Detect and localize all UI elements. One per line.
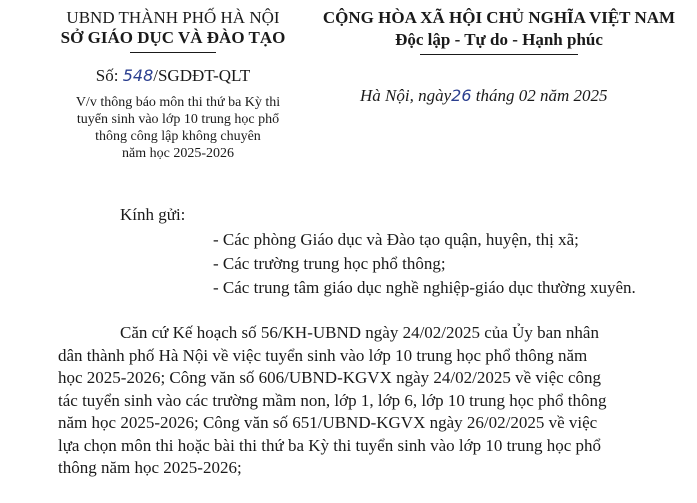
body-paragraph <box>58 322 680 480</box>
document-number-prefix: Số: <box>95 66 123 85</box>
body-line: năm học 2025-2026; Công văn số 651/UBND-KGVX ngày 26/02/2025 về việc <box>58 413 598 432</box>
organization-underline <box>130 52 216 53</box>
recipient-item: - Các trung tâm giáo dục nghề nghiệp-giáo dục thường xuyên. <box>213 278 636 297</box>
body-line: dân thành phố Hà Nội về việc tuyển sinh vào lớp 10 trung học phổ thông năm <box>58 345 588 365</box>
date-prefix: Hà Nội, ngày <box>360 86 452 105</box>
document-number-handwritten: 548 <box>122 66 154 85</box>
body-line: tác tuyển sinh vào các trường mầm non, lớp 1, lớp 6, lớp 10 trung học phổ thông <box>58 390 607 410</box>
recipient-list <box>213 228 636 300</box>
date-day-handwritten: 26 <box>451 86 472 105</box>
subject-line: năm học 2025-2026 <box>122 146 234 161</box>
document-number <box>60 66 286 86</box>
body-line: lựa chọn môn thi hoặc bài thi thứ ba Kỳ thi tuyển sinh vào lớp 10 trung học phổ <box>58 435 602 455</box>
issuing-organization: SỞ GIÁO DỤC VÀ ĐÀO TẠO <box>60 28 286 47</box>
date-suffix: tháng 02 năm 2025 <box>471 86 608 105</box>
body-line: học 2025-2026; Công văn số 606/UBND-KGVX ngày 24/02/2025 về việc công <box>58 368 601 387</box>
recipient-item: - Các phòng Giáo dục và Đào tạo quận, huyện, thị xã; <box>213 230 579 249</box>
parent-organization: UBND THÀNH PHỐ HÀ NỘI <box>66 8 280 27</box>
document-number-suffix: /SGDĐT-QLT <box>153 66 251 85</box>
body-line: Căn cứ Kế hoạch số 56/KH-UBND ngày 24/02/2025 của Ủy ban nhân <box>120 323 599 342</box>
greeting: Kính gửi: <box>120 205 186 224</box>
recipient-item: - Các trường trung học phổ thông; <box>213 254 446 273</box>
national-motto: Độc lập - Tự do - Hạnh phúc <box>395 30 603 49</box>
subject-line: V/v thông báo môn thi thứ ba Kỳ thi <box>75 95 281 110</box>
body-line: thông năm học 2025-2026; <box>58 458 242 477</box>
national-title: CỘNG HÒA XÃ HỘI CHỦ NGHĨA VIỆT NAM <box>322 8 676 27</box>
document-subject <box>58 94 298 162</box>
subject-line: tuyển sinh vào lớp 10 trung học phổ <box>76 112 280 127</box>
subject-line: thông công lập không chuyên <box>95 129 261 144</box>
motto-underline <box>420 54 578 55</box>
place-and-date <box>360 86 608 106</box>
